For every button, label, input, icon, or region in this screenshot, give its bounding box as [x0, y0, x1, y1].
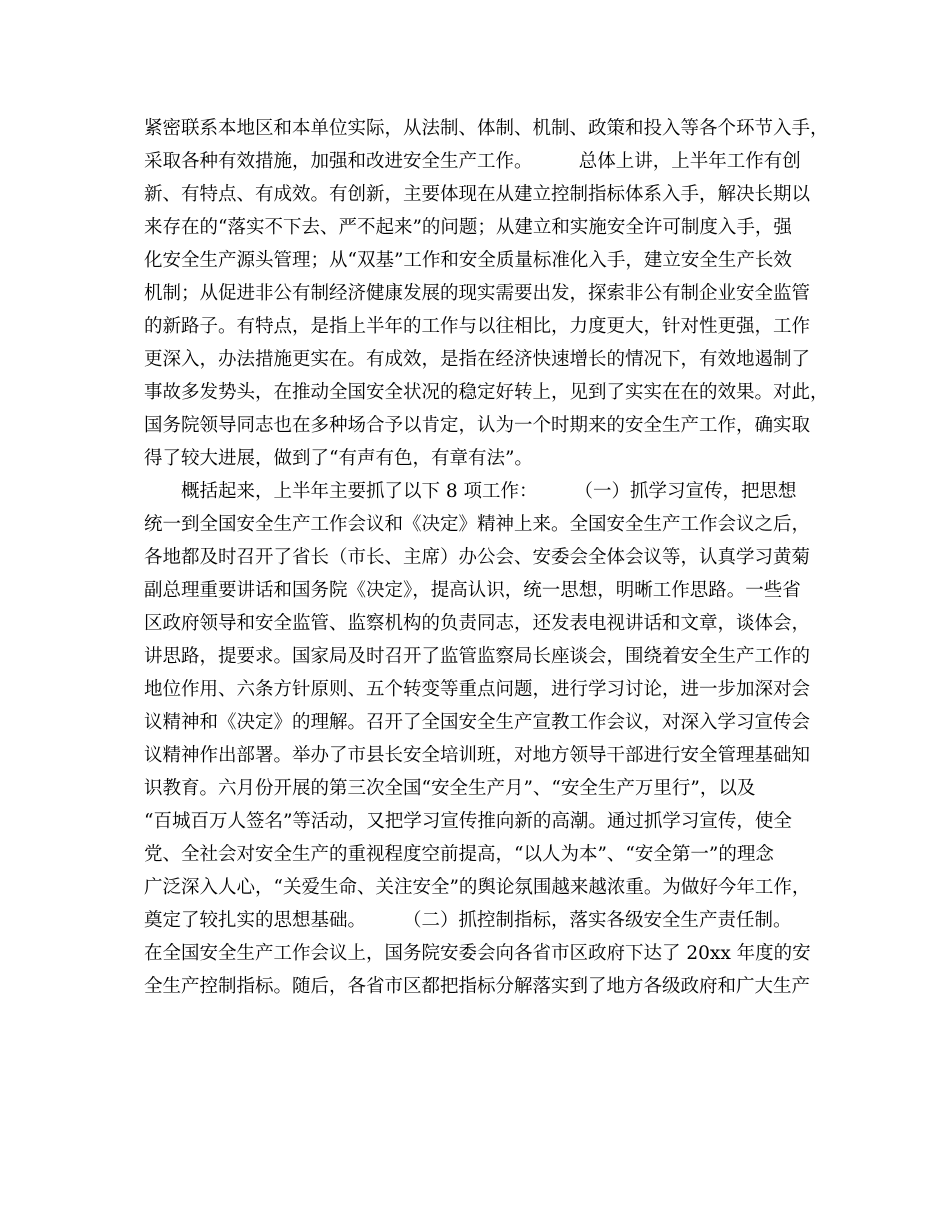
text-line: 化安全生产源头管理；从“双基”工作和安全质量标准化入手，建立安全生产长效 [144, 250, 792, 271]
text-line: 采取各种有效措施，加强和改进安全生产工作。 总体上讲，上半年工作有创 [144, 151, 801, 172]
text-line: 副总理重要讲话和国务院《决定》，提高认识，统一思想，明晰工作思路。一些省 [144, 580, 801, 601]
text-line: “百城百万人签名”等活动，又把学习宣传推向新的高潮。通过抓学习宣传，使全 [144, 811, 792, 832]
text-line: 全生产控制指标。随后，各省市区都把指标分解落实到了地方各级政府和广大生产 [144, 976, 811, 997]
text-line: 紧密联系本地区和本单位实际，从法制、体制、机制、政策和投入等各个环节入手， [144, 118, 829, 139]
text-line: 讲思路，提要求。国家局及时召开了监管监察局长座谈会，围绕着安全生产工作的 [144, 646, 811, 667]
text-line: 在全国安全生产工作会议上，国务院安委会向各省市区政府下达了 20xx 年度的安 [144, 943, 811, 964]
text-line: 区政府领导和安全监管、监察机构的负责同志，还发表电视讲话和文章，谈体会， [144, 613, 811, 634]
text-line: 奠定了较扎实的思想基础。 （二）抓控制指标，落实各级安全生产责任制。 [144, 910, 792, 931]
text-line: 统一到全国安全生产工作会议和《决定》精神上来。全国安全生产工作会议之后， [144, 514, 811, 535]
text-line: 事故多发势头，在推动全国安全状况的稳定好转上，见到了实实在在的效果。对此， [144, 382, 829, 403]
text-line: 识教育。六月份开展的第三次全国“安全生产月”、“安全生产万里行”，以及 [144, 778, 756, 799]
text-line: 党、全社会对安全生产的重视程度空前提高，“以人为本”、“安全第一”的理念 [144, 844, 774, 865]
text-line: 机制；从促进非公有制经济健康发展的现实需要出发，探索非公有制企业安全监管 [144, 283, 811, 304]
text-line: 更深入，办法措施更实在。有成效，是指在经济快速增长的情况下，有效地遏制了 [144, 349, 811, 370]
text-line: 议精神作出部署。举办了市县长安全培训班，对地方领导干部进行安全管理基础知 [144, 745, 811, 766]
text-line: 地位作用、六条方针原则、五个转变等重点问题，进行学习讨论，进一步加深对会 [144, 679, 811, 700]
text-line: 的新路子。有特点，是指上半年的工作与以往相比，力度更大，针对性更强，工作 [144, 316, 811, 337]
text-line: 议精神和《决定》的理解。召开了全国安全生产宣教工作会议，对深入学习宣传会 [144, 712, 811, 733]
text-line: 各地都及时召开了省长（市长、主席）办公会、安委会全体会议等，认真学习黄菊 [144, 547, 811, 568]
text-line: 广泛深入人心，“关爱生命、关注安全”的舆论氛围越来越浓重。为做好今年工作， [144, 877, 811, 898]
text-line: 国务院领导同志也在多种场合予以肯定，认为一个时期来的安全生产工作，确实取 [144, 415, 811, 436]
text-line: 概括起来，上半年主要抓了以下 8 项工作： （一）抓学习宣传，把思想 [144, 481, 797, 502]
text-line: 来存在的“落实不下去、严不起来”的问题；从建立和实施安全许可制度入手，强 [144, 217, 792, 238]
text-line: 新、有特点、有成效。有创新，主要体现在从建立控制指标体系入手，解决长期以 [144, 184, 811, 205]
text-line: 得了较大进展，做到了“有声有色，有章有法”。 [144, 448, 533, 469]
